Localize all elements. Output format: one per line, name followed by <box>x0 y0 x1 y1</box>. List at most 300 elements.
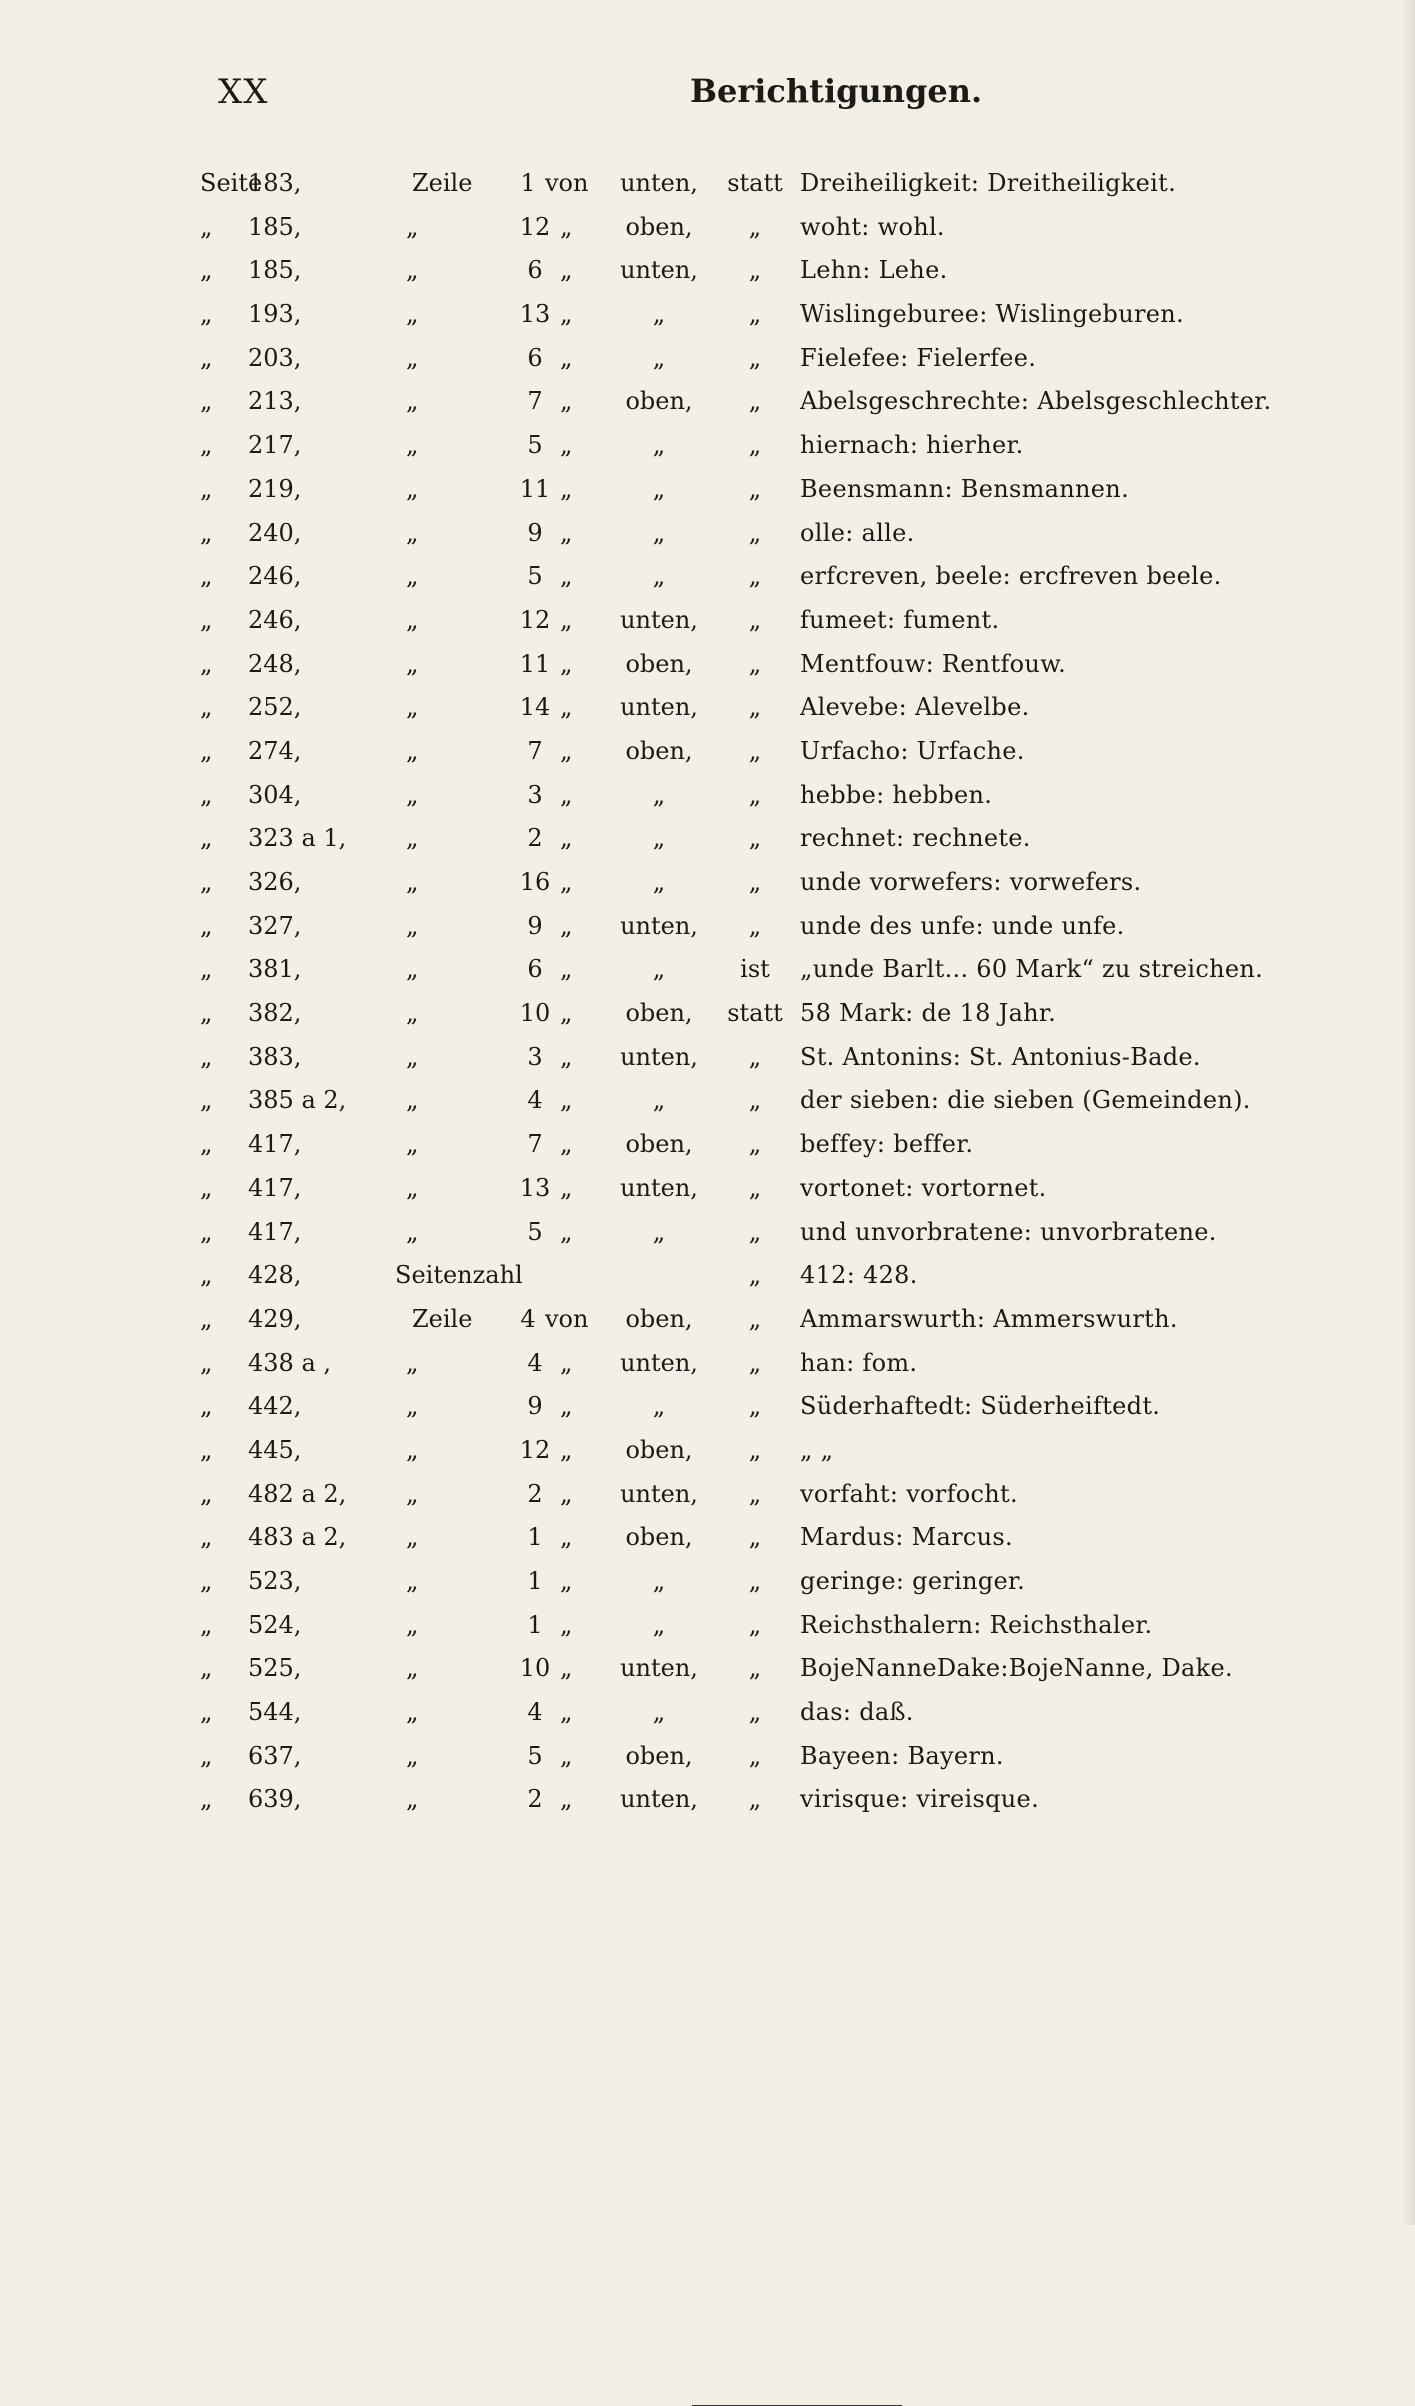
line-number: 2 <box>527 1479 543 1508</box>
errata-row <box>0 555 1415 599</box>
line-label: „ <box>406 780 419 809</box>
correction-text: fumeet: fument. <box>800 605 1000 634</box>
instead-label: „ <box>748 1785 762 1814</box>
instead-label: „ <box>748 605 762 634</box>
from-label: „ <box>560 1392 573 1421</box>
correction-text: hebbe: hebben. <box>800 780 993 809</box>
row-label: „ <box>200 300 213 329</box>
errata-row <box>0 1342 1415 1386</box>
page-ref: 482 a 2, <box>248 1479 347 1508</box>
direction: „ <box>652 1217 666 1246</box>
direction: „ <box>652 868 666 896</box>
line-number: 6 <box>527 343 543 372</box>
correction-text: erfcreven, beele: ercfreven beele. <box>800 562 1222 591</box>
page-ref: 544, <box>248 1698 302 1727</box>
row-label: „ <box>200 1348 213 1377</box>
line-number: 7 <box>527 387 543 416</box>
line-label: „ <box>406 387 419 416</box>
line-number: 1 <box>520 169 536 197</box>
line-number: 9 <box>527 518 543 547</box>
page-ref: 203, <box>248 343 302 372</box>
page-ref: 385 a 2, <box>248 1086 347 1115</box>
from-label: „ <box>560 1523 573 1552</box>
instead-label: „ <box>748 1173 762 1202</box>
errata-row <box>0 730 1415 774</box>
errata-row <box>0 1735 1415 1779</box>
instead-label: „ <box>748 300 762 329</box>
correction-text: olle: alle. <box>800 518 915 547</box>
page-ref: 637, <box>248 1741 302 1770</box>
page-ref: 417, <box>248 1217 302 1246</box>
instead-label: „ <box>748 824 762 853</box>
instead-label: „ <box>748 256 762 285</box>
row-label: „ <box>200 562 213 591</box>
correction-text: Bayeen: Bayern. <box>800 1741 1004 1770</box>
from-label: „ <box>560 649 573 678</box>
from-label: „ <box>560 474 573 503</box>
correction-text: Süderhaftedt: Süderheiftedt. <box>800 1392 1161 1421</box>
errata-row <box>0 1778 1415 1822</box>
row-label: „ <box>200 736 213 765</box>
row-label: „ <box>200 1741 213 1770</box>
from-label: „ <box>560 1654 573 1683</box>
page-ref: 525, <box>248 1654 302 1683</box>
line-number: 14 <box>519 693 551 722</box>
instead-label: „ <box>748 649 762 678</box>
direction: oben, <box>625 1304 693 1333</box>
direction: unten, <box>620 693 698 722</box>
errata-row <box>0 424 1415 468</box>
correction-text: Mentfouw: Rentfouw. <box>800 649 1067 678</box>
correction-text: beffey: beffer. <box>800 1130 974 1159</box>
correction-text: virisque: vireisque. <box>800 1785 1039 1814</box>
row-label: „ <box>200 649 213 678</box>
correction-text: 412: 428. <box>800 1261 918 1290</box>
instead-label: „ <box>748 1435 762 1464</box>
instead-label: „ <box>748 212 762 241</box>
page-edge-shadow <box>1401 0 1415 2225</box>
direction: „ <box>652 431 666 460</box>
line-number: 10 <box>519 999 551 1028</box>
line-label: „ <box>406 1654 419 1683</box>
page-ref: 185, <box>248 212 302 241</box>
errata-row <box>0 1036 1415 1080</box>
line-number: 13 <box>519 300 551 329</box>
correction-text: Lehn: Lehe. <box>800 256 948 285</box>
page-ref: 524, <box>248 1610 302 1639</box>
instead-label: statt <box>727 169 783 197</box>
line-number: 12 <box>519 605 551 634</box>
direction: unten, <box>620 1479 698 1508</box>
row-label: „ <box>200 999 213 1028</box>
line-label: „ <box>406 431 419 460</box>
page-ref: 417, <box>248 1130 302 1159</box>
from-label: „ <box>560 1698 573 1727</box>
correction-text: das: daß. <box>800 1698 914 1727</box>
from-label: „ <box>560 1610 573 1639</box>
line-number: 12 <box>519 1435 551 1464</box>
instead-label: ist <box>740 955 770 984</box>
line-label: „ <box>406 1173 419 1202</box>
page-title: Berichtigungen. <box>690 72 983 110</box>
errata-row <box>0 249 1415 293</box>
errata-row <box>0 512 1415 556</box>
instead-label: „ <box>748 1610 762 1639</box>
row-label: „ <box>200 1217 213 1246</box>
page-ref: 523, <box>248 1567 302 1595</box>
line-label: „ <box>406 1785 419 1814</box>
errata-row <box>0 1429 1415 1473</box>
instead-label: „ <box>748 1741 762 1770</box>
correction-text: Wislingeburee: Wislingeburen. <box>800 300 1184 329</box>
instead-label: „ <box>748 1261 762 1290</box>
line-label: „ <box>406 999 419 1028</box>
page-ref: 240, <box>248 518 302 547</box>
line-label: „ <box>406 256 419 285</box>
direction: unten, <box>620 911 698 940</box>
line-label: „ <box>406 1392 419 1421</box>
line-label: „ <box>406 1130 419 1159</box>
from-label: „ <box>560 911 573 940</box>
row-label: „ <box>200 1523 213 1552</box>
errata-row <box>0 293 1415 337</box>
errata-table <box>0 162 1415 1822</box>
page-ref: 383, <box>248 1042 302 1071</box>
errata-row <box>0 599 1415 643</box>
line-label: „ <box>406 1610 419 1639</box>
correction-text: Ammarswurth: Ammerswurth. <box>800 1304 1178 1333</box>
page-ref: 246, <box>248 605 302 634</box>
row-label: „ <box>200 474 213 503</box>
from-label: „ <box>560 1173 573 1202</box>
page-ref: 327, <box>248 911 302 940</box>
line-number: 1 <box>527 1523 543 1552</box>
row-label: „ <box>200 1261 213 1290</box>
from-label: „ <box>560 999 573 1028</box>
errata-row <box>0 206 1415 250</box>
page-ref: 429, <box>248 1304 302 1333</box>
row-label: „ <box>200 693 213 722</box>
errata-row <box>0 861 1415 905</box>
errata-row <box>0 337 1415 381</box>
errata-row <box>0 468 1415 512</box>
errata-row <box>0 1079 1415 1123</box>
from-label: „ <box>560 1435 573 1464</box>
correction-text: vorfaht: vorfocht. <box>800 1479 1018 1508</box>
errata-row <box>0 1647 1415 1691</box>
page-number: XX <box>218 72 269 112</box>
line-number: 9 <box>527 1392 543 1421</box>
errata-row <box>0 1691 1415 1735</box>
line-label: „ <box>406 955 419 984</box>
correction-text: „ „ <box>800 1435 834 1464</box>
line-number: 4 <box>527 1086 543 1115</box>
instead-label: „ <box>748 1567 762 1595</box>
page-header <box>0 72 1415 122</box>
direction: „ <box>652 474 666 503</box>
row-label: „ <box>200 387 213 416</box>
errata-row <box>0 1473 1415 1517</box>
line-label: Zeile <box>412 1304 473 1333</box>
page-ref: 381, <box>248 955 302 984</box>
instead-label: „ <box>748 431 762 460</box>
errata-row <box>0 992 1415 1036</box>
errata-row <box>0 1516 1415 1560</box>
errata-row <box>0 686 1415 730</box>
direction: „ <box>652 562 666 591</box>
from-label: „ <box>560 562 573 591</box>
correction-text: Reichsthalern: Reichsthaler. <box>800 1610 1153 1639</box>
errata-row <box>0 774 1415 818</box>
row-label: „ <box>200 1392 213 1421</box>
page-ref: 323 a 1, <box>248 824 347 853</box>
line-number: 16 <box>519 868 551 896</box>
page-ref: 248, <box>248 649 302 678</box>
from-label: „ <box>560 212 573 241</box>
line-label: „ <box>406 605 419 634</box>
correction-text: der sieben: die sieben (Gemeinden). <box>800 1086 1251 1115</box>
line-number: 2 <box>527 824 543 853</box>
direction: unten, <box>620 1785 698 1814</box>
line-number: 6 <box>527 955 543 984</box>
from-label: „ <box>560 693 573 722</box>
page-ref: 274, <box>248 736 302 765</box>
line-label: „ <box>406 649 419 678</box>
correction-text: Dreiheiligkeit: Dreitheiligkeit. <box>800 169 1177 197</box>
page-ref: 445, <box>248 1435 302 1464</box>
line-number: 5 <box>527 1217 543 1246</box>
errata-row <box>0 162 1415 206</box>
instead-label: „ <box>748 1130 762 1159</box>
correction-text: „unde Barlt... 60 Mark“ zu streichen. <box>800 955 1264 984</box>
correction-text: Mardus: Marcus. <box>800 1523 1013 1552</box>
direction: oben, <box>625 649 693 678</box>
errata-row <box>0 643 1415 687</box>
line-number: 1 <box>527 1567 543 1595</box>
direction: unten, <box>620 1348 698 1377</box>
row-label: „ <box>200 824 213 853</box>
correction-text: unde des unfe: unde unfe. <box>800 911 1125 940</box>
from-label: von <box>545 169 589 197</box>
row-label: „ <box>200 343 213 372</box>
line-number: 4 <box>520 1304 536 1333</box>
line-number: 10 <box>519 1654 551 1683</box>
row-label: „ <box>200 605 213 634</box>
line-label: „ <box>406 1435 419 1464</box>
direction: „ <box>652 1392 666 1421</box>
correction-text: rechnet: rechnete. <box>800 824 1031 853</box>
direction: unten, <box>620 1042 698 1071</box>
instead-label: „ <box>748 562 762 591</box>
instead-label: „ <box>748 518 762 547</box>
correction-text: unde vorwefers: vorwefers. <box>800 868 1142 896</box>
correction-text: hiernach: hierher. <box>800 431 1024 460</box>
direction: oben, <box>625 999 693 1028</box>
direction: oben, <box>625 387 693 416</box>
page-ref: 304, <box>248 780 302 809</box>
direction: oben, <box>625 736 693 765</box>
from-label: von <box>545 1304 589 1333</box>
from-label: „ <box>560 1042 573 1071</box>
page-ref: 193, <box>248 300 302 329</box>
row-label: „ <box>200 1173 213 1202</box>
instead-label: „ <box>748 1523 762 1552</box>
line-label: „ <box>406 693 419 722</box>
line-label: „ <box>406 1741 419 1770</box>
instead-label: statt <box>727 999 783 1028</box>
line-number: 4 <box>527 1348 543 1377</box>
page-ref: 219, <box>248 474 302 503</box>
line-number: 7 <box>527 736 543 765</box>
direction: oben, <box>625 212 693 241</box>
direction: „ <box>652 780 666 809</box>
line-label: „ <box>406 474 419 503</box>
from-label: „ <box>560 1785 573 1814</box>
line-number: 9 <box>527 911 543 940</box>
row-label: „ <box>200 1086 213 1115</box>
errata-row <box>0 1604 1415 1648</box>
from-label: „ <box>560 431 573 460</box>
page-ref: 213, <box>248 387 302 416</box>
line-label: „ <box>406 868 419 896</box>
line-label: „ <box>406 736 419 765</box>
from-label: „ <box>560 518 573 547</box>
from-label: „ <box>560 343 573 372</box>
page-ref: 252, <box>248 693 302 722</box>
row-label: „ <box>200 1610 213 1639</box>
from-label: „ <box>560 824 573 853</box>
correction-text: Fielefee: Fielerfee. <box>800 343 1037 372</box>
correction-text: geringe: geringer. <box>800 1567 1026 1595</box>
instead-label: „ <box>748 1392 762 1421</box>
line-number: 4 <box>527 1698 543 1727</box>
row-label: „ <box>200 212 213 241</box>
from-label: „ <box>560 1567 573 1595</box>
from-label: „ <box>560 736 573 765</box>
direction: „ <box>652 1567 666 1595</box>
instead-label: „ <box>748 693 762 722</box>
direction: „ <box>652 1086 666 1115</box>
correction-text: St. Antonins: St. Antonius-Bade. <box>800 1042 1201 1071</box>
line-number: 13 <box>519 1173 551 1202</box>
instead-label: „ <box>748 387 762 416</box>
line-label: „ <box>406 824 419 853</box>
from-label: „ <box>560 300 573 329</box>
line-label: „ <box>406 1479 419 1508</box>
instead-label: „ <box>748 474 762 503</box>
instead-label: „ <box>748 1698 762 1727</box>
correction-text: BojeNanneDake:BojeNanne, Dake. <box>800 1654 1233 1683</box>
row-label: „ <box>200 1698 213 1727</box>
instead-label: „ <box>748 780 762 809</box>
errata-row <box>0 1211 1415 1255</box>
instead-label: „ <box>748 1479 762 1508</box>
errata-row <box>0 1123 1415 1167</box>
correction-text: 58 Mark: de 18 Jahr. <box>800 999 1056 1028</box>
direction: oben, <box>625 1435 693 1464</box>
direction: „ <box>652 824 666 853</box>
from-label: „ <box>560 955 573 984</box>
direction: „ <box>652 343 666 372</box>
row-label: „ <box>200 1435 213 1464</box>
line-number: 5 <box>527 1741 543 1770</box>
line-label: „ <box>406 518 419 547</box>
line-label: „ <box>406 1698 419 1727</box>
row-label: „ <box>200 780 213 809</box>
row-label: „ <box>200 1654 213 1683</box>
correction-text: Beensmann: Bensmannen. <box>800 474 1129 503</box>
line-number: 12 <box>519 212 551 241</box>
direction: unten, <box>620 605 698 634</box>
instead-label: „ <box>748 1042 762 1071</box>
direction: oben, <box>625 1523 693 1552</box>
page-ref: 185, <box>248 256 302 285</box>
line-number: 11 <box>519 649 551 678</box>
errata-row <box>0 1254 1415 1298</box>
direction: oben, <box>625 1130 693 1159</box>
line-number: 3 <box>527 1042 543 1071</box>
correction-text: vortonet: vortornet. <box>800 1173 1047 1202</box>
instead-label: „ <box>748 868 762 896</box>
row-label: „ <box>200 518 213 547</box>
row-label: „ <box>200 1042 213 1071</box>
line-label: „ <box>406 300 419 329</box>
line-label: „ <box>406 1567 419 1595</box>
page-ref: 246, <box>248 562 302 591</box>
errata-row <box>0 817 1415 861</box>
correction-text: Alevebe: Alevelbe. <box>800 693 1030 722</box>
direction: „ <box>652 518 666 547</box>
line-number: 1 <box>527 1610 543 1639</box>
line-label: „ <box>406 562 419 591</box>
instead-label: „ <box>748 736 762 765</box>
direction: „ <box>652 300 666 329</box>
line-label: „ <box>406 1348 419 1377</box>
line-label: „ <box>406 1086 419 1115</box>
direction: „ <box>652 1698 666 1727</box>
line-number: 6 <box>527 256 543 285</box>
errata-row <box>0 1385 1415 1429</box>
line-label: „ <box>406 1042 419 1071</box>
row-label: „ <box>200 1785 213 1814</box>
correction-text: han: fom. <box>800 1348 918 1377</box>
correction-text: woht: wohl. <box>800 212 945 241</box>
instead-label: „ <box>748 1654 762 1683</box>
row-label: „ <box>200 1567 213 1595</box>
from-label: „ <box>560 1086 573 1115</box>
errata-row <box>0 380 1415 424</box>
page-ref: 417, <box>248 1173 302 1202</box>
row-label: Seite <box>200 169 263 197</box>
from-label: „ <box>560 1348 573 1377</box>
direction: unten, <box>620 1173 698 1202</box>
page-ref: 483 a 2, <box>248 1523 347 1552</box>
line-label: Zeile <box>412 169 473 197</box>
line-label: „ <box>406 212 419 241</box>
direction: „ <box>652 955 666 984</box>
direction: „ <box>652 1610 666 1639</box>
from-label: „ <box>560 780 573 809</box>
errata-row <box>0 948 1415 992</box>
errata-row <box>0 1560 1415 1604</box>
row-label: „ <box>200 431 213 460</box>
line-number: 5 <box>527 431 543 460</box>
from-label: „ <box>560 256 573 285</box>
from-label: „ <box>560 868 573 896</box>
instead-label: „ <box>748 343 762 372</box>
instead-label: „ <box>748 1217 762 1246</box>
line-label: „ <box>406 911 419 940</box>
